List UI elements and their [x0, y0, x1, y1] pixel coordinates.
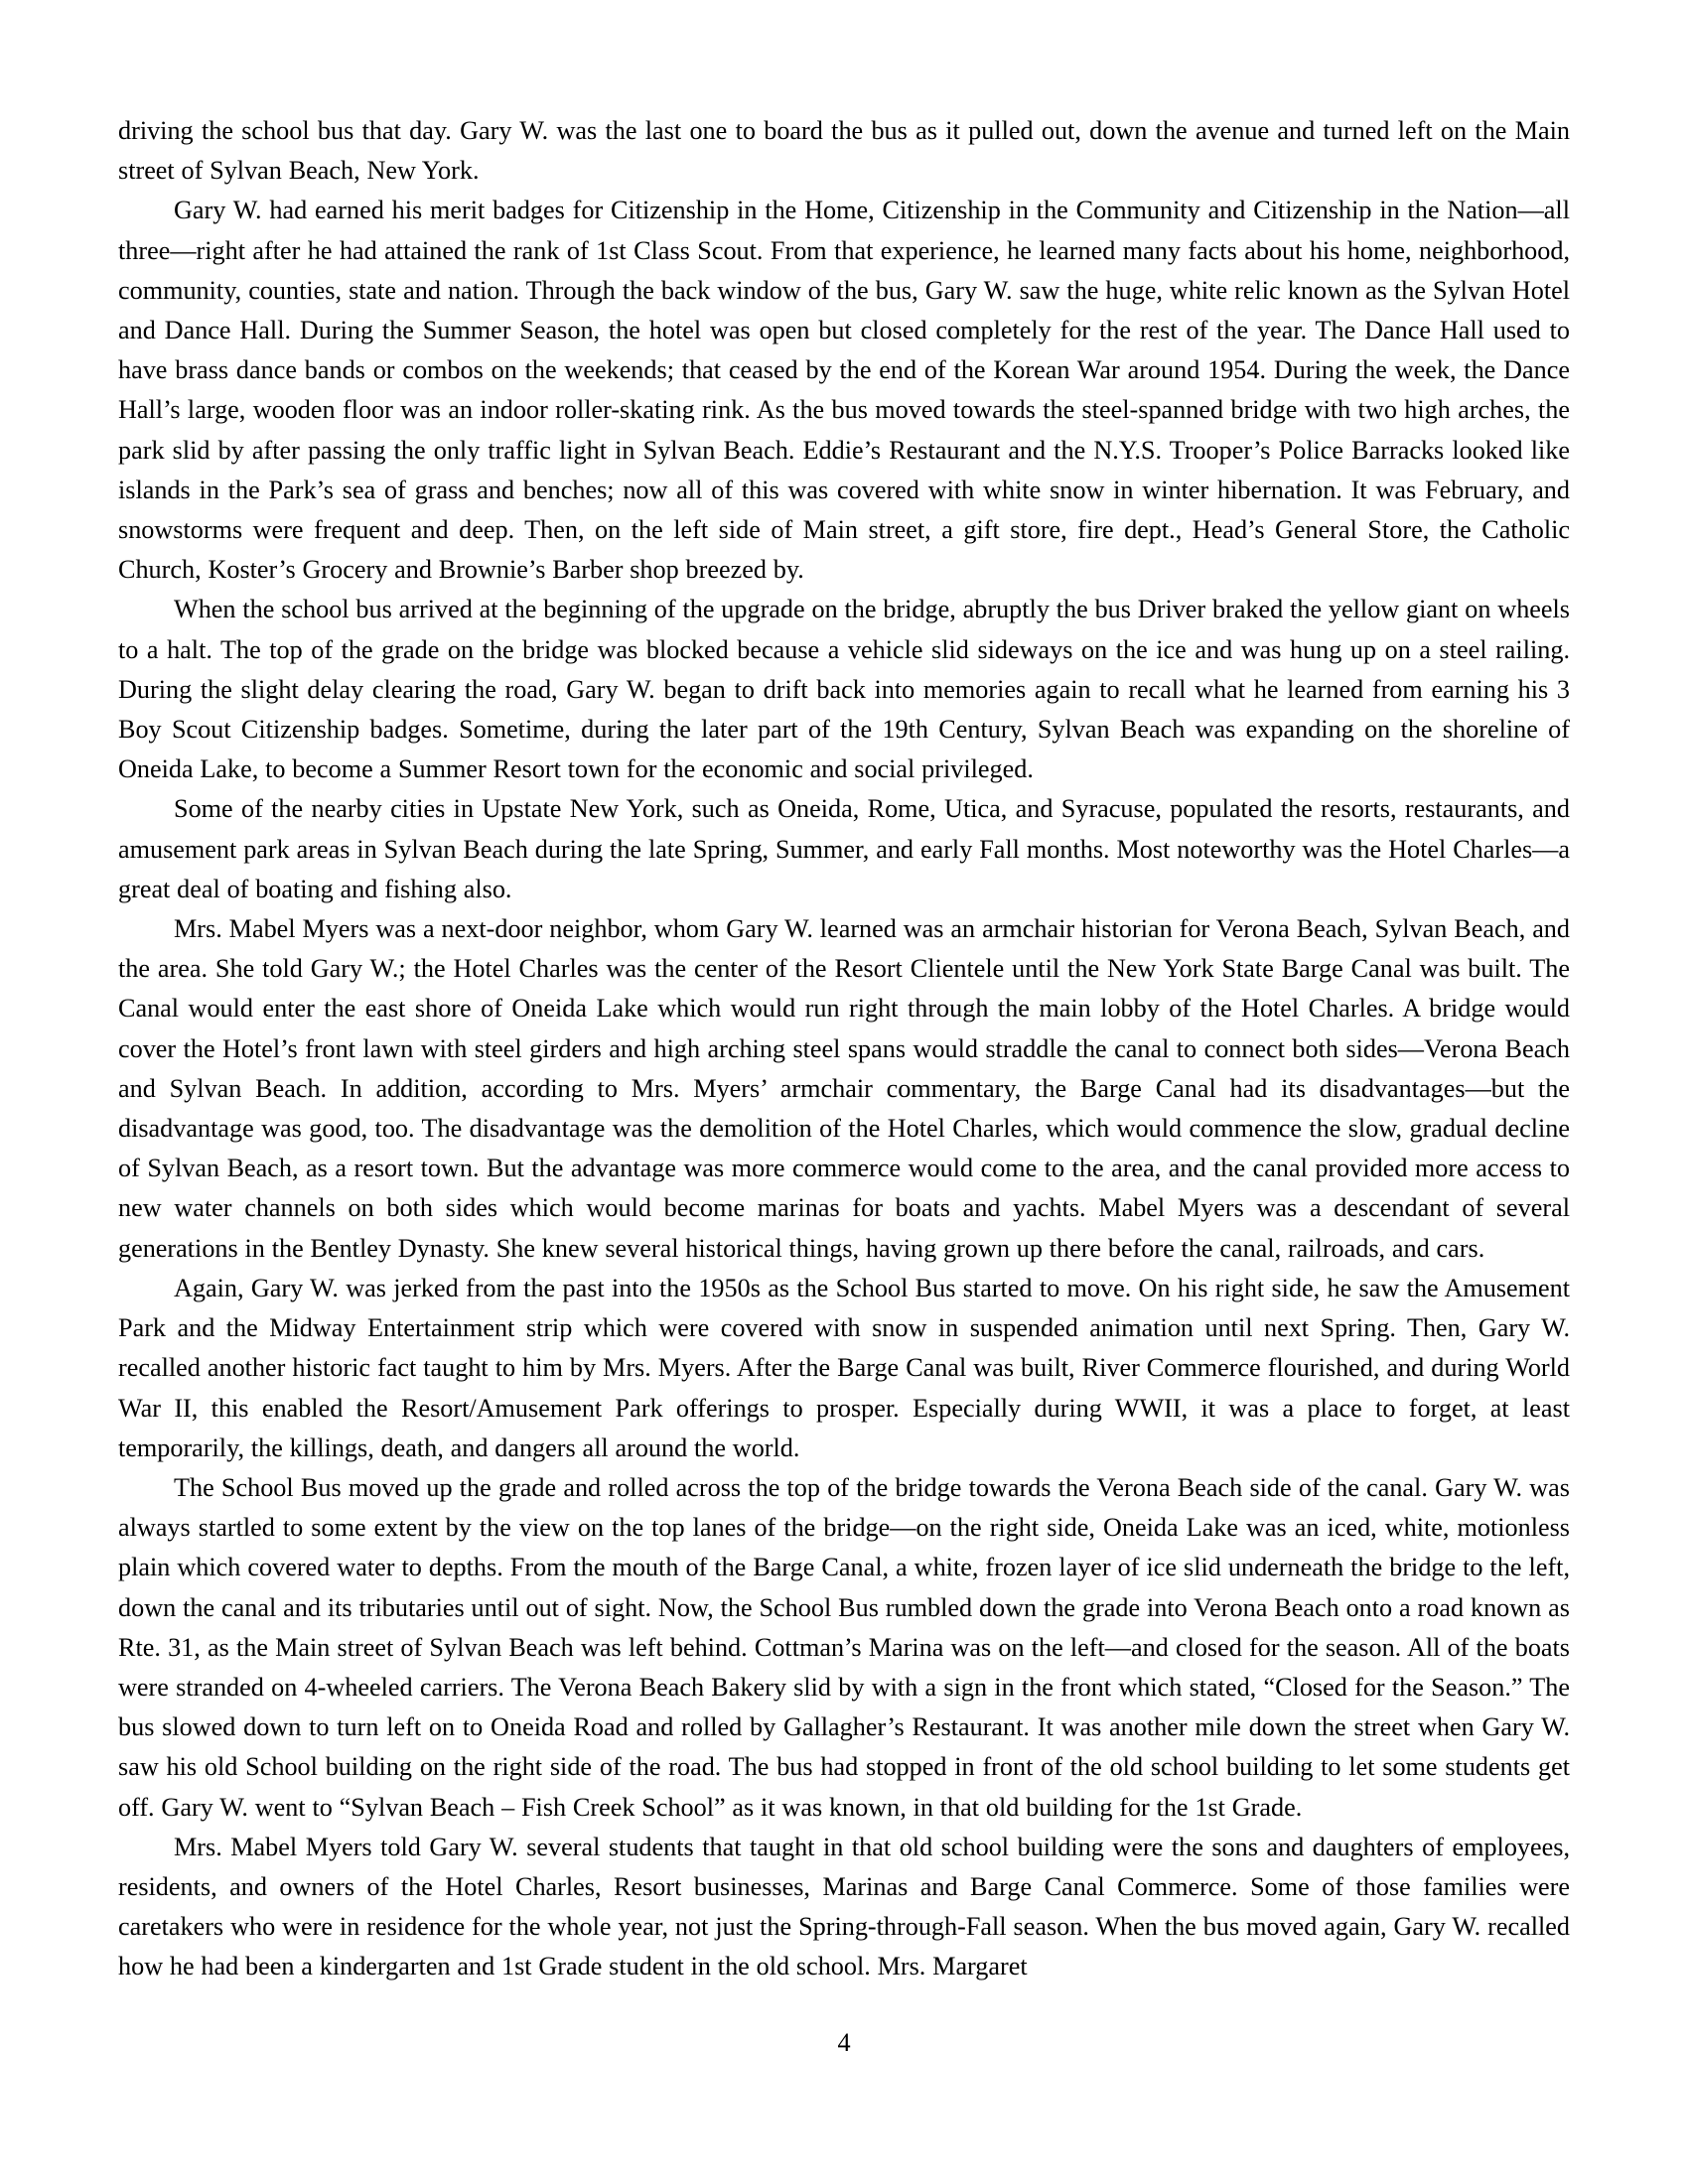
- paragraph-5: Mrs. Mabel Myers was a next-door neighbor, whom Gary W. learned was an armchair historian for Verona Beach, Sylvan Beach, and the area. She told Gary W.; the Hotel Charles was the center of the Resort Clientele until the New York State Barge Canal was built. The Canal would enter the east shore of Oneida Lake which would run right through the main lobby of the Hotel Charles. A bridge would cover the Hotel’s front lawn with steel girders and high arching steel spans would straddle the canal to connect both sides—Verona Beach and Sylvan Beach. In addition, according to Mrs. Myers’ armchair commentary, the Barge Canal had its disadvantages—but the disadvantage was good, too. The disadvantage was the demolition of the Hotel Charles, which would commence the slow, gradual decline of Sylvan Beach, as a resort town. But the advantage was more commerce would come to the area, and the canal provided more access to new water channels on both sides which would become marinas for boats and yachts. Mabel Myers was a descendant of several generations in the Bentley Dynasty. She knew several historical things, having grown up there before the canal, railroads, and cars.: [118, 914, 1570, 1263]
- paragraph-3: When the school bus arrived at the beginning of the upgrade on the bridge, abruptly the bus Driver braked the yellow giant on wheels to a halt. The top of the grade on the bridge was blocked because a vehicle slid sideways on the ice and was hung up on a steel railing. During the slight delay clearing the road, Gary W. began to drift back into memories again to recall what he learned from earning his 3 Boy Scout Citizenship badges. Sometime, during the later part of the 19th Century, Sylvan Beach was expanding on the shoreline of Oneida Lake, to become a Summer Resort town for the economic and social privileged.: [118, 595, 1570, 784]
- body-text-column: [118, 111, 1570, 1987]
- paragraph-1: driving the school bus that day. Gary W. was the last one to board the bus as it pulled out, down the avenue and turned left on the Main street of Sylvan Beach, New York.: [118, 116, 1570, 186]
- paragraph-4: Some of the nearby cities in Upstate New York, such as Oneida, Rome, Utica, and Syracuse, populated the resorts, restaurants, and amusement park areas in Sylvan Beach during the late Spring, Summer, and early Fall months. Most noteworthy was the Hotel Charles—a great deal of boating and fishing also.: [118, 794, 1570, 903]
- paragraph-2: Gary W. had earned his merit badges for Citizenship in the Home, Citizenship in the Community and Citizenship in the Nation—all three—right after he had attained the rank of 1st Class Scout. From that experience, he learned many facts about his home, neighborhood, community, counties, state and nation. Through the back window of the bus, Gary W. saw the huge, white relic known as the Sylvan Hotel and Dance Hall. During the Summer Season, the hotel was open but closed completely for the rest of the year. The Dance Hall used to have brass dance bands or combos on the weekends; that ceased by the end of the Korean War around 1954. During the week, the Dance Hall’s large, wooden floor was an indoor roller-skating rink. As the bus moved towards the steel-spanned bridge with two high arches, the park slid by after passing the only traffic light in Sylvan Beach. Eddie’s Restaurant and the N.Y.S. Trooper’s Police Barracks looked like islands in the Park’s sea of grass and benches; now all of this was covered with white snow in winter hibernation. It was February, and snowstorms were frequent and deep. Then, on the left side of Main street, a gift store, fire dept., Head’s General Store, the Catholic Church, Koster’s Grocery and Brownie’s Barber shop breezed by.: [118, 196, 1570, 585]
- paragraph-8: Mrs. Mabel Myers told Gary W. several students that taught in that old school building were the sons and daughters of employees, residents, and owners of the Hotel Charles, Resort businesses, Marinas and Barge Canal Commerce. Some of those families were caretakers who were in residence for the whole year, not just the Spring-through-Fall season. When the bus moved again, Gary W. recalled how he had been a kindergarten and 1st Grade student in the old school. Mrs. Margaret: [118, 1832, 1570, 1981]
- paragraph-7: The School Bus moved up the grade and rolled across the top of the bridge towards the Verona Beach side of the canal. Gary W. was always startled to some extent by the view on the top lanes of the bridge—on the right side, Oneida Lake was an iced, white, motionless plain which covered water to depths. From the mouth of the Barge Canal, a white, frozen layer of ice slid underneath the bridge to the left, down the canal and its tributaries until out of sight. Now, the School Bus rumbled down the grade into Verona Beach onto a road known as Rte. 31, as the Main street of Sylvan Beach was left behind. Cottman’s Marina was on the left—and closed for the season. All of the boats were stranded on 4-wheeled carriers. The Verona Beach Bakery slid by with a sign in the front which stated, “Closed for the Season.” The bus slowed down to turn left on to Oneida Road and rolled by Gallagher’s Restaurant. It was another mile down the street when Gary W. saw his old School building on the right side of the road. The bus had stopped in front of the old school building to let some students get off. Gary W. went to “Sylvan Beach – Fish Creek School” as it was known, in that old building for the 1st Grade.: [118, 1472, 1570, 1822]
- paragraph-6: Again, Gary W. was jerked from the past into the 1950s as the School Bus started to move. On his right side, he saw the Amusement Park and the Midway Entertainment strip which were covered with snow in suspended animation until next Spring. Then, Gary W. recalled another historic fact taught to him by Mrs. Myers. After the Barge Canal was built, River Commerce flourished, and during World War II, this enabled the Resort/Amusement Park offerings to prosper. Especially during WWII, it was a place to forget, at least temporarily, the killings, death, and dangers all around the world.: [118, 1273, 1570, 1462]
- page-number: 4: [837, 2028, 851, 2057]
